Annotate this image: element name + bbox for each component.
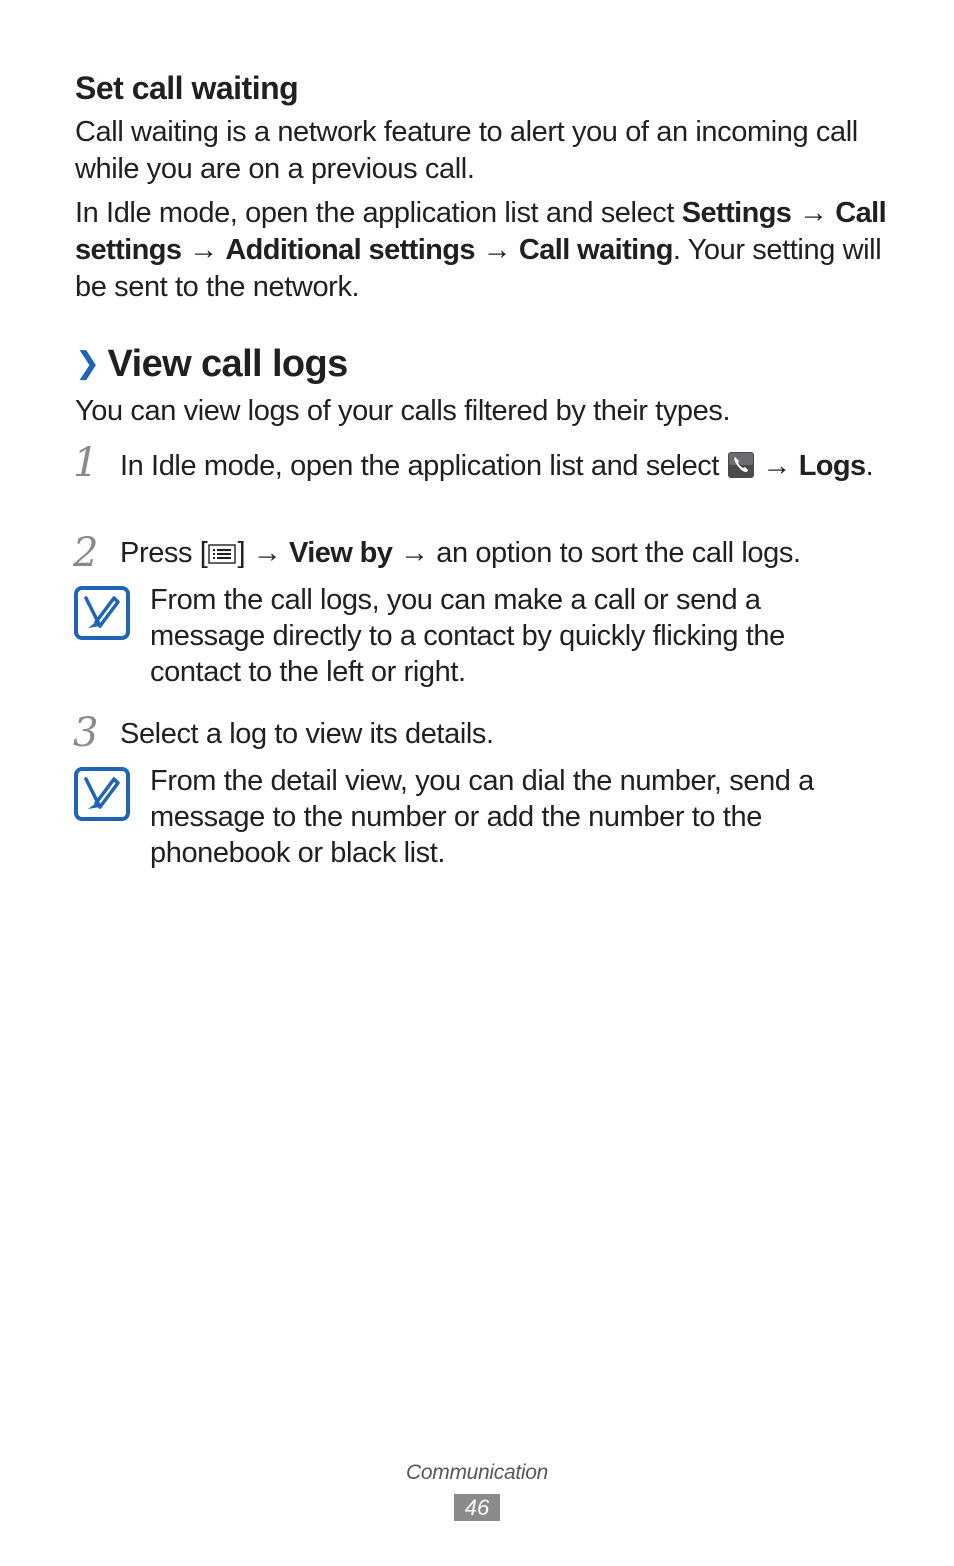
arrow: → bbox=[189, 234, 218, 266]
step-text-suffix: → an option to sort the call logs. bbox=[392, 537, 801, 569]
note-text: From the call logs, you can make a call or send a message directly to a contact by quickly flicking the contact to the left or right. bbox=[150, 584, 785, 688]
menu-path-call-waiting: Call waiting bbox=[518, 234, 673, 266]
arrow: → bbox=[799, 197, 828, 229]
arrow: → bbox=[762, 450, 792, 482]
step-text bbox=[120, 535, 880, 576]
call-waiting-instructions bbox=[75, 195, 895, 306]
step-text-suffix: . bbox=[865, 450, 874, 482]
step-text-prefix: Press [ bbox=[120, 537, 208, 569]
view-call-logs-intro: You can view logs of your calls filtered by their types. bbox=[75, 395, 731, 427]
menu-path-view-by: View by bbox=[289, 537, 393, 569]
instruction-text: In Idle mode, open the application list and select bbox=[75, 197, 682, 229]
note-icon bbox=[74, 767, 130, 821]
step-text-prefix: In Idle mode, open the application list and select bbox=[120, 450, 727, 482]
step-number: 1 bbox=[73, 440, 99, 486]
menu-path-additional-settings: Additional settings bbox=[225, 234, 475, 266]
phone-icon bbox=[727, 451, 755, 489]
heading-text: View call logs bbox=[107, 343, 348, 385]
section-title-call-waiting: Set call waiting bbox=[75, 70, 299, 106]
step-number: 3 bbox=[73, 710, 99, 756]
menu-path-call-settings: Call settings bbox=[75, 197, 887, 266]
section-title-view-call-logs bbox=[75, 343, 348, 386]
instruction-text-end: . Your setting will be sent to the network. bbox=[75, 234, 882, 303]
call-waiting-description: Call waiting is a network feature to alert you of an incoming call while you are on a previous call. bbox=[75, 116, 858, 185]
step-text: Select a log to view its details. bbox=[120, 718, 494, 750]
chevron-right-icon: ❯ bbox=[75, 347, 100, 380]
arrow: → bbox=[482, 234, 512, 266]
menu-path-settings: Settings bbox=[681, 197, 792, 229]
menu-path-logs: Logs bbox=[798, 450, 866, 482]
step-text bbox=[120, 448, 880, 489]
menu-key-icon bbox=[207, 539, 237, 576]
footer-section-label: Communication bbox=[406, 1461, 548, 1484]
note-icon bbox=[74, 586, 130, 640]
step-text-mid: ] → bbox=[237, 537, 290, 569]
page-number: 46 bbox=[454, 1494, 500, 1521]
note-text: From the detail view, you can dial the number, send a message to the number or add the number to the phonebook or black list. bbox=[150, 765, 814, 869]
step-number: 2 bbox=[73, 530, 99, 576]
